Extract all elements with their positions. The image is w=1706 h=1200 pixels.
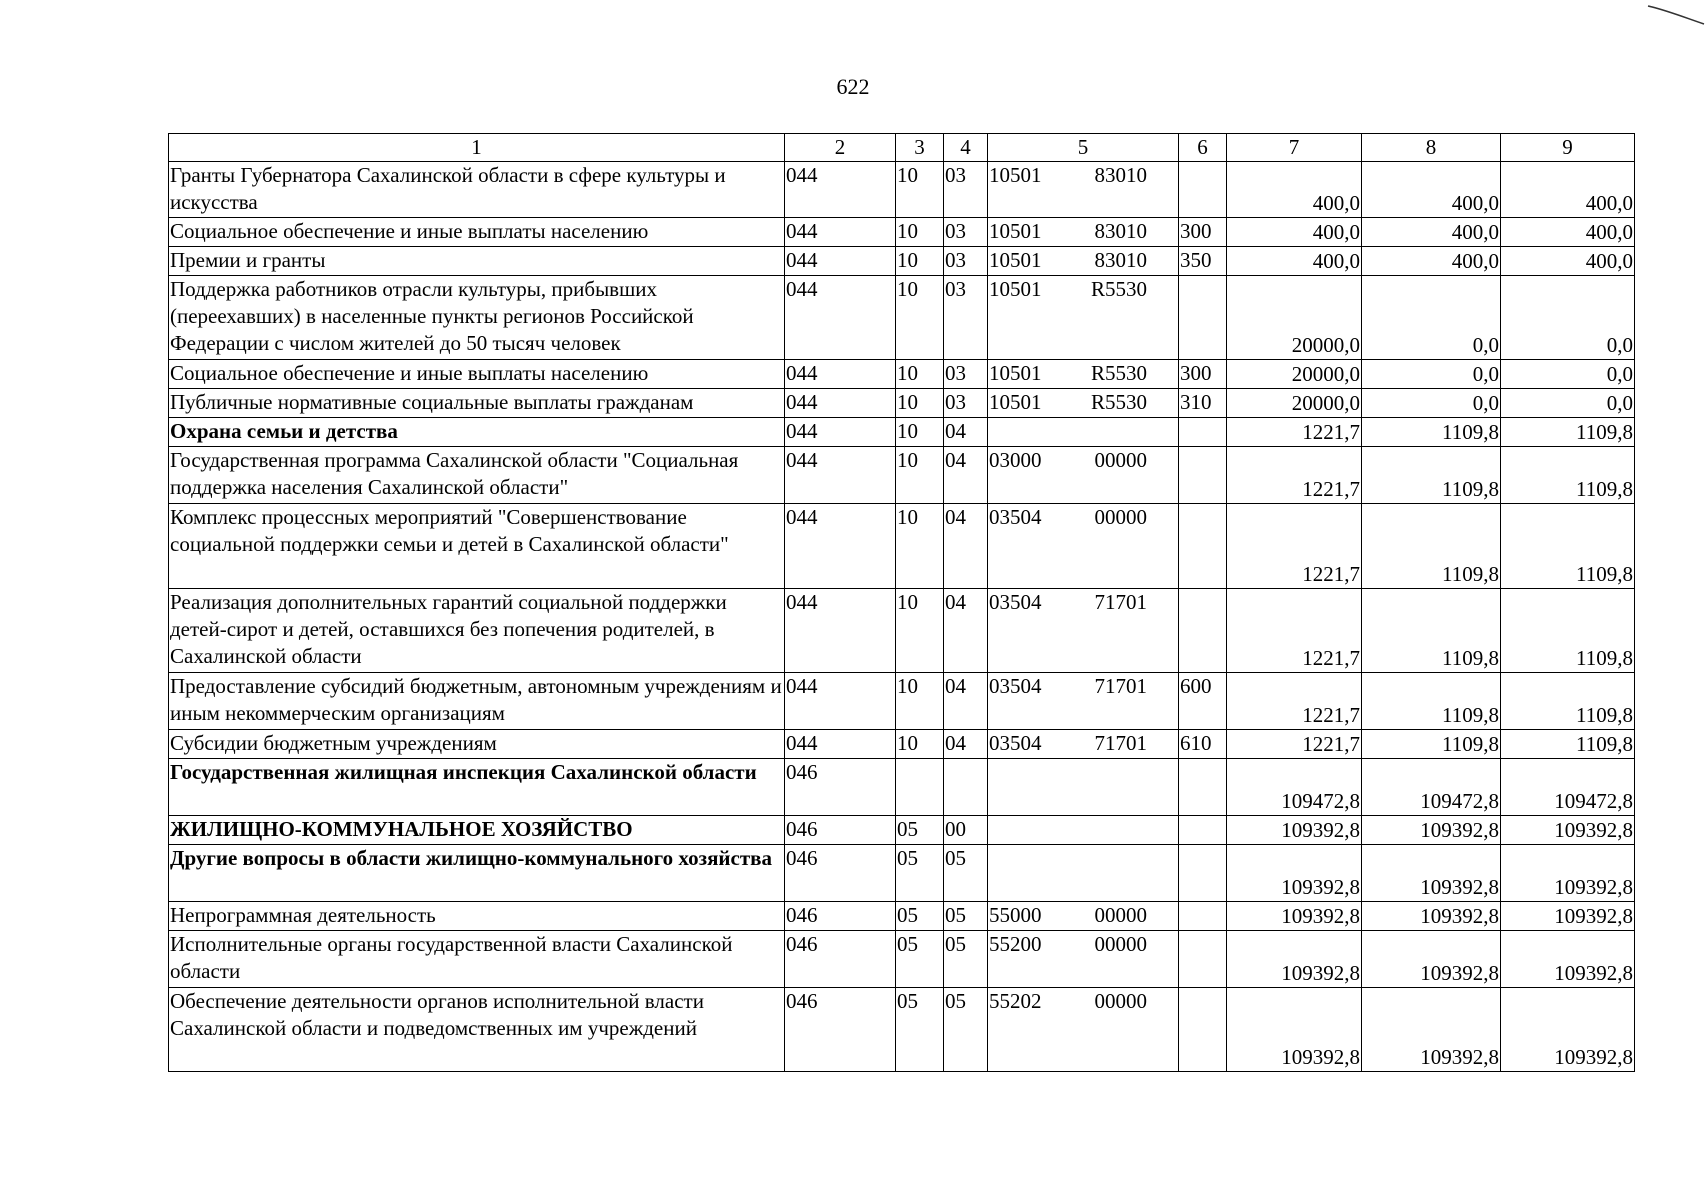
row-amount-col7: 400,0 [1227,162,1362,218]
row-section-code: 10 [896,730,944,759]
row-name: Гранты Губернатора Сахалинской области в сфере культуры и искусства [169,162,785,218]
row-target-article [988,418,1179,447]
table-row [169,247,1635,276]
row-section-code: 10 [896,504,944,589]
row-target-article [988,589,1179,673]
row-amount-col8: 109392,8 [1362,902,1501,931]
row-dept-code: 046 [785,988,896,1072]
row-name: Поддержка работников отрасли культуры, прибывших (переехавших) в населенные пункты регионов Российской Федерации с числом жителей до 50 тысяч человек [169,276,785,360]
row-amount-col9: 109392,8 [1501,988,1635,1072]
header-col-7: 7 [1227,134,1362,162]
row-subsection-code: 03 [944,389,988,418]
row-expense-type: 610 [1179,730,1227,759]
table-row [169,816,1635,845]
row-name: Социальное обеспечение и иные выплаты населению [169,360,785,389]
row-amount-col8: 400,0 [1362,218,1501,247]
row-section-code: 05 [896,902,944,931]
row-section-code: 10 [896,447,944,504]
row-amount-col7: 109472,8 [1227,759,1362,816]
row-target-article-program: 10501 [989,390,1042,414]
row-amount-col7: 1221,7 [1227,447,1362,504]
table-row [169,389,1635,418]
scan-mark [1646,0,1706,30]
row-target-article-program: 03504 [989,590,1042,614]
row-section-code: 05 [896,816,944,845]
table-row [169,276,1635,360]
row-subsection-code: 04 [944,504,988,589]
row-name: ЖИЛИЩНО-КОММУНАЛЬНОЕ ХОЗЯЙСТВО [169,816,785,845]
row-name: Государственная программа Сахалинской области "Социальная поддержка населения Сахалинской области" [169,447,785,504]
row-amount-col8: 109392,8 [1362,931,1501,988]
row-dept-code: 046 [785,845,896,902]
row-dept-code: 044 [785,673,896,730]
row-dept-code: 046 [785,816,896,845]
row-name: Государственная жилищная инспекция Сахалинской области [169,759,785,816]
row-target-article-direction: 71701 [1094,590,1147,614]
row-expense-type [1179,902,1227,931]
row-section-code: 10 [896,589,944,673]
row-target-article-direction: 00000 [1094,932,1147,956]
row-dept-code: 044 [785,247,896,276]
row-amount-col8: 1109,8 [1362,673,1501,730]
row-dept-code: 044 [785,218,896,247]
row-section-code: 10 [896,418,944,447]
row-target-article-program: 10501 [989,163,1042,187]
table-row [169,673,1635,730]
row-section-code: 10 [896,162,944,218]
row-subsection-code: 04 [944,447,988,504]
row-target-article [988,759,1179,816]
row-target-article [988,447,1179,504]
row-amount-col8: 0,0 [1362,276,1501,360]
row-amount-col7: 400,0 [1227,218,1362,247]
table-row [169,730,1635,759]
row-expense-type [1179,988,1227,1072]
table-row [169,162,1635,218]
row-name: Исполнительные органы государственной власти Сахалинской области [169,931,785,988]
row-amount-col7: 1221,7 [1227,730,1362,759]
header-col-2: 2 [785,134,896,162]
row-dept-code: 046 [785,902,896,931]
row-amount-col7: 109392,8 [1227,816,1362,845]
row-target-article [988,931,1179,988]
row-amount-col9: 109392,8 [1501,816,1635,845]
row-target-article-direction: 83010 [1094,163,1147,187]
row-amount-col7: 109392,8 [1227,931,1362,988]
row-amount-col8: 1109,8 [1362,418,1501,447]
row-target-article-program: 03504 [989,674,1042,698]
row-target-article-program: 55200 [989,932,1042,956]
row-amount-col9: 109392,8 [1501,931,1635,988]
row-target-article-direction: R5530 [1090,390,1147,414]
row-subsection-code: 03 [944,247,988,276]
row-amount-col7: 1221,7 [1227,504,1362,589]
row-name: Предоставление субсидий бюджетным, автономным учреждениям и иным некоммерческим организациям [169,673,785,730]
row-name: Публичные нормативные социальные выплаты гражданам [169,389,785,418]
row-section-code: 05 [896,931,944,988]
row-amount-col9: 1109,8 [1501,418,1635,447]
row-amount-col8: 1109,8 [1362,504,1501,589]
row-target-article [988,360,1179,389]
row-expense-type [1179,447,1227,504]
row-amount-col7: 109392,8 [1227,845,1362,902]
row-target-article [988,218,1179,247]
table-body [169,162,1635,1072]
row-target-article-direction: R5530 [1090,361,1147,385]
table-row [169,845,1635,902]
row-subsection-code: 03 [944,218,988,247]
row-section-code: 10 [896,389,944,418]
row-amount-col8: 1109,8 [1362,447,1501,504]
row-target-article [988,504,1179,589]
header-col-8: 8 [1362,134,1501,162]
row-amount-col7: 20000,0 [1227,276,1362,360]
row-amount-col8: 109392,8 [1362,988,1501,1072]
row-expense-type [1179,589,1227,673]
row-amount-col8: 109392,8 [1362,845,1501,902]
row-target-article-program: 10501 [989,277,1042,301]
row-amount-col7: 400,0 [1227,247,1362,276]
row-dept-code: 044 [785,730,896,759]
row-target-article [988,845,1179,902]
row-name: Премии и гранты [169,247,785,276]
row-target-article-direction: R5530 [1090,277,1147,301]
row-expense-type: 600 [1179,673,1227,730]
row-expense-type [1179,162,1227,218]
row-target-article [988,730,1179,759]
header-row [169,134,1635,162]
row-expense-type [1179,276,1227,360]
row-amount-col7: 1221,7 [1227,418,1362,447]
row-name: Охрана семьи и детства [169,418,785,447]
row-subsection-code: 03 [944,360,988,389]
row-amount-col8: 0,0 [1362,389,1501,418]
row-target-article-program: 10501 [989,219,1042,243]
row-dept-code: 044 [785,360,896,389]
row-amount-col7: 20000,0 [1227,389,1362,418]
row-section-code: 10 [896,276,944,360]
row-target-article-program: 03504 [989,505,1042,529]
budget-table [168,133,1635,1072]
table-row [169,988,1635,1072]
row-amount-col9: 109392,8 [1501,902,1635,931]
row-target-article-direction: 83010 [1094,248,1147,272]
row-amount-col8: 400,0 [1362,247,1501,276]
header-col-6: 6 [1179,134,1227,162]
row-expense-type [1179,759,1227,816]
table-row [169,447,1635,504]
row-target-article [988,247,1179,276]
row-name: Комплекс процессных мероприятий "Совершенствование социальной поддержки семьи и детей в Сахалинской области" [169,504,785,589]
table-row [169,504,1635,589]
row-amount-col9: 1109,8 [1501,447,1635,504]
page-number: 622 [836,74,870,99]
row-dept-code: 044 [785,589,896,673]
header-col-1: 1 [169,134,785,162]
row-section-code [896,759,944,816]
row-target-article [988,162,1179,218]
row-target-article-direction: 00000 [1094,989,1147,1013]
row-target-article-direction: 71701 [1094,674,1147,698]
row-name: Социальное обеспечение и иные выплаты населению [169,218,785,247]
row-target-article [988,673,1179,730]
row-subsection-code: 05 [944,931,988,988]
row-expense-type [1179,931,1227,988]
row-name: Обеспечение деятельности органов исполнительной власти Сахалинской области и подведомственных им учреждений [169,988,785,1072]
row-subsection-code [944,759,988,816]
row-amount-col8: 0,0 [1362,360,1501,389]
row-name: Непрограммная деятельность [169,902,785,931]
row-amount-col9: 0,0 [1501,389,1635,418]
row-amount-col7: 109392,8 [1227,988,1362,1072]
row-amount-col9: 109392,8 [1501,845,1635,902]
row-subsection-code: 05 [944,845,988,902]
row-dept-code: 046 [785,759,896,816]
row-dept-code: 044 [785,162,896,218]
header-col-9: 9 [1501,134,1635,162]
row-expense-type [1179,504,1227,589]
row-name: Субсидии бюджетным учреждениям [169,730,785,759]
table-row [169,931,1635,988]
row-dept-code: 044 [785,389,896,418]
row-amount-col8: 1109,8 [1362,589,1501,673]
row-amount-col8: 109472,8 [1362,759,1501,816]
row-subsection-code: 05 [944,988,988,1072]
table-row [169,360,1635,389]
row-dept-code: 044 [785,418,896,447]
row-amount-col8: 400,0 [1362,162,1501,218]
row-target-article [988,276,1179,360]
row-amount-col9: 1109,8 [1501,589,1635,673]
row-amount-col9: 1109,8 [1501,730,1635,759]
table-row [169,218,1635,247]
row-name: Реализация дополнительных гарантий социальной поддержки детей-сирот и детей, оставшихся без попечения родителей, в Сахалинской области [169,589,785,673]
row-amount-col7: 20000,0 [1227,360,1362,389]
row-target-article-direction: 00000 [1094,448,1147,472]
row-subsection-code: 00 [944,816,988,845]
row-target-article-direction: 00000 [1094,903,1147,927]
row-dept-code: 044 [785,504,896,589]
header-col-5: 5 [988,134,1179,162]
header-col-3: 3 [896,134,944,162]
row-amount-col9: 400,0 [1501,218,1635,247]
row-amount-col9: 0,0 [1501,276,1635,360]
row-amount-col8: 109392,8 [1362,816,1501,845]
table-row [169,418,1635,447]
row-expense-type [1179,418,1227,447]
row-amount-col8: 1109,8 [1362,730,1501,759]
row-subsection-code: 03 [944,276,988,360]
row-expense-type: 350 [1179,247,1227,276]
row-subsection-code: 03 [944,162,988,218]
table-row [169,589,1635,673]
row-expense-type: 300 [1179,360,1227,389]
row-amount-col9: 400,0 [1501,162,1635,218]
row-section-code: 10 [896,360,944,389]
row-target-article-program: 03000 [989,448,1042,472]
row-amount-col7: 1221,7 [1227,673,1362,730]
table-row [169,759,1635,816]
row-target-article [988,389,1179,418]
row-subsection-code: 04 [944,589,988,673]
row-target-article-program: 10501 [989,361,1042,385]
row-dept-code: 044 [785,276,896,360]
row-target-article-program: 10501 [989,248,1042,272]
row-expense-type [1179,816,1227,845]
row-amount-col9: 1109,8 [1501,504,1635,589]
row-amount-col7: 1221,7 [1227,589,1362,673]
row-section-code: 10 [896,673,944,730]
row-dept-code: 044 [785,447,896,504]
row-section-code: 05 [896,988,944,1072]
row-target-article [988,816,1179,845]
row-target-article-direction: 71701 [1094,731,1147,755]
row-target-article-program: 03504 [989,731,1042,755]
row-amount-col9: 0,0 [1501,360,1635,389]
header-col-4: 4 [944,134,988,162]
row-dept-code: 046 [785,931,896,988]
row-target-article-direction: 83010 [1094,219,1147,243]
row-amount-col9: 1109,8 [1501,673,1635,730]
row-section-code: 10 [896,247,944,276]
row-target-article [988,988,1179,1072]
row-target-article-program: 55000 [989,903,1042,927]
row-amount-col7: 109392,8 [1227,902,1362,931]
row-amount-col9: 400,0 [1501,247,1635,276]
row-expense-type: 300 [1179,218,1227,247]
row-name: Другие вопросы в области жилищно-коммунального хозяйства [169,845,785,902]
table-row [169,902,1635,931]
row-subsection-code: 04 [944,418,988,447]
row-target-article [988,902,1179,931]
row-target-article-direction: 00000 [1094,505,1147,529]
row-subsection-code: 04 [944,730,988,759]
row-section-code: 05 [896,845,944,902]
row-amount-col9: 109472,8 [1501,759,1635,816]
row-expense-type: 310 [1179,389,1227,418]
row-expense-type [1179,845,1227,902]
row-subsection-code: 05 [944,902,988,931]
row-subsection-code: 04 [944,673,988,730]
row-target-article-program: 55202 [989,989,1042,1013]
row-section-code: 10 [896,218,944,247]
